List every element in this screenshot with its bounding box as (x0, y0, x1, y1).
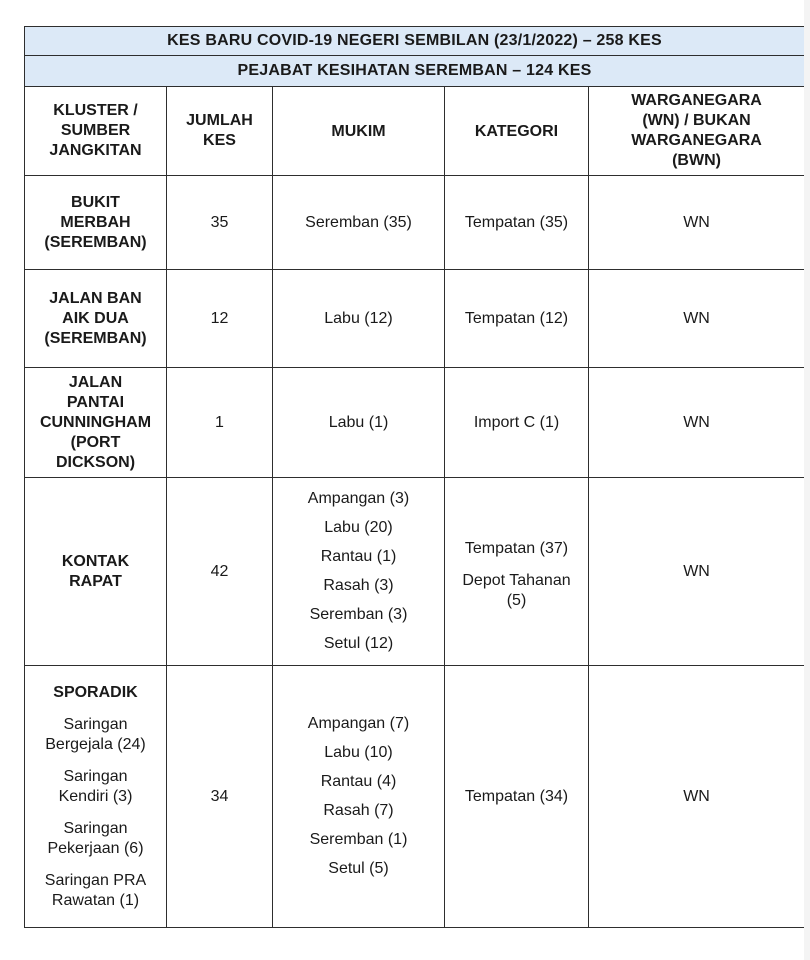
mukim-cell: Seremban (35) (273, 176, 445, 270)
case-count-cell: 1 (167, 368, 273, 478)
table-row (25, 270, 805, 368)
header-kluster: KLUSTER / SUMBER JANGKITAN (25, 87, 167, 176)
mukim-item: Seremban (1) (309, 831, 408, 848)
header-row (25, 87, 805, 176)
subtitle-row (25, 56, 805, 87)
table-subtitle: PEJABAT KESIHATAN SEREMBAN – 124 KES (25, 56, 805, 87)
header-warga: WARGANEGARA (WN) / BUKAN WARGANEGARA (BWN) (589, 87, 805, 176)
kategori-item: (5) (506, 591, 527, 609)
header-jumlah: JUMLAH KES (167, 87, 273, 176)
table-row (25, 666, 805, 928)
mukim-item: Seremban (3) (309, 606, 408, 623)
mukim-item: Ampangan (7) (307, 715, 410, 732)
mukim-item: Rasah (7) (323, 802, 394, 819)
covid-case-table (24, 26, 805, 928)
cluster-cell: KONTAK RAPAT (25, 478, 167, 666)
table-row (25, 176, 805, 270)
mukim-cell: Labu (1) (273, 368, 445, 478)
kategori-cell: Import C (1) (445, 368, 589, 478)
cluster-sub-item: Saringan Bergejala (24) (45, 715, 146, 753)
mukim-item: Labu (10) (324, 744, 393, 761)
mukim-item: Rantau (1) (320, 548, 397, 565)
case-count-cell: 42 (167, 478, 273, 666)
kategori-cell (445, 478, 589, 666)
warga-cell: WN (589, 176, 805, 270)
header-kategori: KATEGORI (445, 87, 589, 176)
kategori-item: Tempatan (37) (464, 539, 569, 557)
covid-case-table-container (24, 26, 804, 928)
warga-cell: WN (589, 270, 805, 368)
cluster-title: SPORADIK (53, 683, 138, 701)
cluster-sub-item: Saringan Pekerjaan (6) (47, 819, 144, 857)
cluster-cell: JALAN PANTAI CUNNINGHAM (PORT DICKSON) (25, 368, 167, 478)
mukim-cell (273, 478, 445, 666)
warga-cell: WN (589, 368, 805, 478)
kategori-cell: Tempatan (12) (445, 270, 589, 368)
mukim-item: Setul (5) (328, 860, 389, 877)
table-row (25, 368, 805, 478)
case-count-cell: 35 (167, 176, 273, 270)
cluster-sub-item: Saringan PRA Rawatan (1) (44, 871, 147, 909)
cluster-cell: JALAN BAN AIK DUA (SEREMBAN) (25, 270, 167, 368)
mukim-cell (273, 666, 445, 928)
kategori-item: Depot Tahanan (462, 571, 571, 589)
warga-cell: WN (589, 478, 805, 666)
mukim-item: Setul (12) (323, 635, 394, 652)
cluster-cell (25, 666, 167, 928)
case-count-cell: 34 (167, 666, 273, 928)
mukim-item: Rantau (4) (320, 773, 397, 790)
mukim-cell: Labu (12) (273, 270, 445, 368)
mukim-item: Labu (20) (324, 519, 393, 536)
header-mukim: MUKIM (273, 87, 445, 176)
mukim-item: Ampangan (3) (307, 490, 410, 507)
case-count-cell: 12 (167, 270, 273, 368)
title-row (25, 27, 805, 56)
warga-cell: WN (589, 666, 805, 928)
kategori-cell: Tempatan (35) (445, 176, 589, 270)
mukim-item: Rasah (3) (323, 577, 394, 594)
table-row (25, 478, 805, 666)
cluster-sub-item: Saringan Kendiri (3) (58, 767, 133, 805)
kategori-cell: Tempatan (34) (445, 666, 589, 928)
page-edge-shade (804, 0, 810, 960)
cluster-cell: BUKIT MERBAH (SEREMBAN) (25, 176, 167, 270)
table-title: KES BARU COVID-19 NEGERI SEMBILAN (23/1/2022) – 258 KES (25, 27, 805, 56)
